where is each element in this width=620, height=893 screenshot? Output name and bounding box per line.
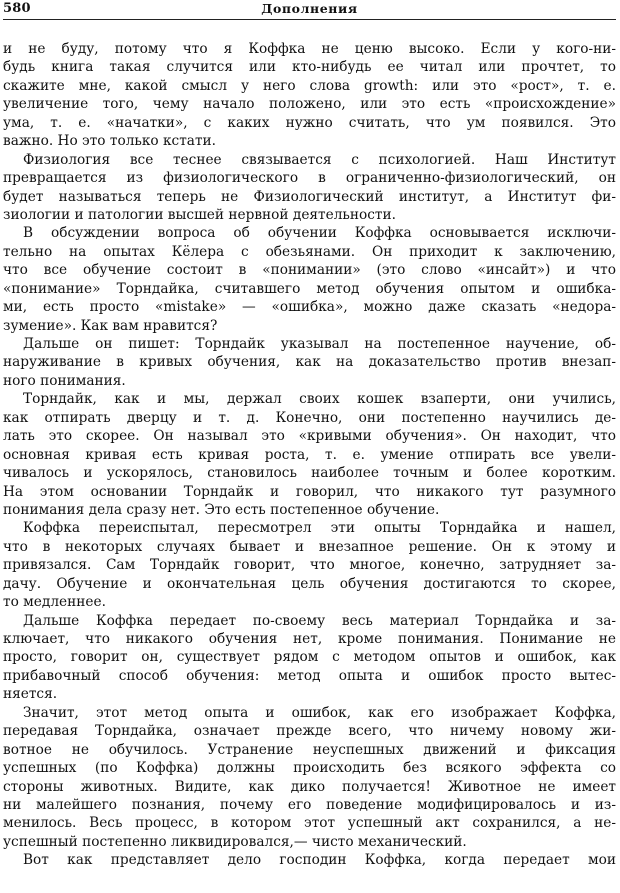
running-head: Дополнения xyxy=(261,1,358,16)
body-text xyxy=(3,40,616,870)
text-line: зиологии и патологии высшей нервной деятельности. xyxy=(3,206,396,223)
text-line: ми, есть просто «mistake» — «ошибка», можно даже сказать «недора- xyxy=(3,299,616,316)
text-line: ни малейшего познания, почему его поведение модифицировалось и из- xyxy=(3,796,616,813)
text-line: успешных (по Коффка) должны происходить без всякого эффекта со xyxy=(3,760,616,777)
text-line: что в некоторых случаях бывает и внезапное решение. Он к этому и xyxy=(3,538,616,555)
text-line: Коффка переиспытал, пересмотрел эти опыты Торндайка и нашел, xyxy=(23,520,616,537)
page-header xyxy=(3,0,616,20)
text-line: В обсуждении вопроса об обучении Коффка основывается исключи- xyxy=(23,225,616,242)
text-line: стороны животных. Видите, как дико получается! Животное не имеет xyxy=(3,778,616,795)
text-line: «понимание» Торндайка, считавшего метод обучения опытом и ошибка- xyxy=(3,280,616,297)
text-line: будет называться теперь не Физиологический институт, а Институт фи- xyxy=(3,188,616,205)
page-number: 580 xyxy=(3,1,31,16)
text-line: Значит, этот метод опыта и ошибок, как его изображает Коффка, xyxy=(23,704,616,721)
text-line: основная кривая есть кривая роста, т. е. умение отпирать все увели- xyxy=(3,446,616,463)
text-line: няется. xyxy=(3,686,58,703)
text-line: менилось. Весь процесс, в котором этот успешный акт сохранился, а не- xyxy=(3,815,616,832)
text-line: передавая Торндайка, означает прежде всего, что ничему новому жи- xyxy=(3,723,616,740)
text-line: наруживание в кривых обучения, как на доказательство против внезап- xyxy=(3,354,616,371)
text-line: Физиология все теснее связывается с психологией. Наш Институт xyxy=(23,151,616,168)
text-line: понимания дела сразу нет. Это есть постепенное обучение. xyxy=(3,501,440,518)
text-line: просто, говорит он, существует рядом с методом опытов и ошибок, как xyxy=(3,649,616,666)
text-line: превращается из физиологического в ограниченно-физиологический, он xyxy=(3,170,616,187)
text-line: важно. Но это только кстати. xyxy=(3,133,216,150)
text-line: что все обучение состоит в «понимании» (это слово «инсайт») и что xyxy=(3,262,616,279)
text-line: лать это скорее. Он называл это «кривыми обучения». Он находит, что xyxy=(3,428,616,445)
text-line: тельно на опытах Кёлера с обезьянами. Он приходит к заключению, xyxy=(3,243,616,260)
text-line: привязался. Сам Торндайк говорит, что многое, конечно, затрудняет за- xyxy=(3,557,616,574)
text-line: Дальше Коффка передает по-своему весь материал Торндайка и за- xyxy=(23,612,616,629)
text-line: скажите мне, какой смысл у него слова growth: или это «рост», т. е. xyxy=(3,77,616,94)
text-line: На этом основании Торндайк и говорил, что никакого тут разумного xyxy=(3,483,616,500)
text-line: ного понимания. xyxy=(3,372,126,389)
text-line: ума, т. е. «начатки», с каких нужно считать, что ум появился. Это xyxy=(3,114,616,131)
text-line: и не буду, потому что я Коффка не ценю высоко. Если у кого-ни- xyxy=(3,41,616,57)
text-line: зумение». Как вам нравится? xyxy=(3,317,218,334)
text-line: Вот как представляет дело господин Коффка, когда передает мои xyxy=(23,852,616,869)
text-line: Дальше он пишет: Торндайк указывал на постепенное научение, об- xyxy=(23,336,616,352)
text-line: успешный постепенно ликвидировался,— чисто механический. xyxy=(3,833,467,850)
text-line: Торндайк, как и мы, держал своих кошек взаперти, они учились, xyxy=(23,391,616,408)
text-line: будь книга такая случится или кто-нибудь ее читал или прочтет, то xyxy=(3,59,616,76)
text-line: ключает, что никакого обучения нет, кроме понимания. Понимание не xyxy=(3,631,616,647)
text-line: увеличение того, чему начало положено, или это есть «происхождение» xyxy=(3,96,616,113)
text-line: то медленнее. xyxy=(3,594,106,611)
text-line: чивалось и ускорялось, становилось наиболее точным и более коротким. xyxy=(3,465,616,482)
text-line: как отпирать дверцу и т. д. Конечно, они постепенно научились де- xyxy=(3,409,616,426)
text-line: дачу. Обучение и окончательная цель обучения достигаются то скорее, xyxy=(3,575,616,592)
text-line: вотное не обучилось. Устранение неуспешных движений и фиксация xyxy=(3,741,616,758)
text-line: прибавочный способ обучения: метод опыта и ошибок просто вытес- xyxy=(3,667,616,684)
